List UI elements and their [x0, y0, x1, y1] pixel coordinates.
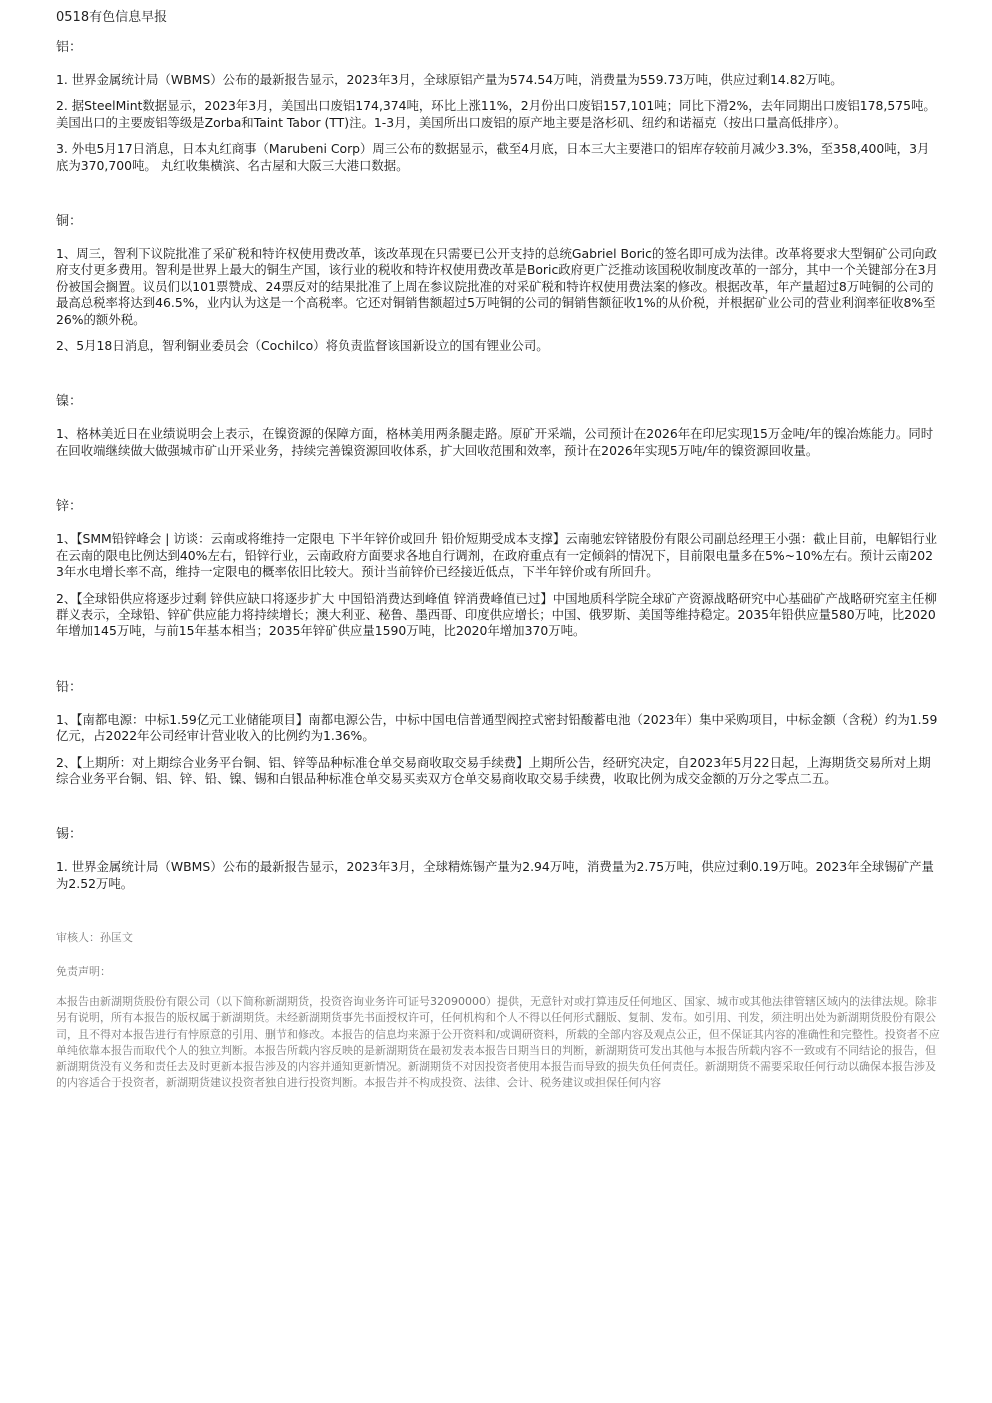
- news-paragraph: 2. 据SteelMint数据显示，2023年3月，美国出口废铝174,374吨，环比上涨11%，2月份出口废铝157,101吨；同比下滑2%，去年同期出口废铝178,575吨。美国出口的主要废铝等级是Zorba和Taint Tabor (TT)注。1-3月，美国所出口废铝的原产地主要是洛杉矶、纽约和诺福克（按出口量高低排序）。: [56, 98, 936, 130]
- news-paragraph: 1. 世界金属统计局（WBMS）公布的最新报告显示，2023年3月，全球原铝产量为574.54万吨，消费量为559.73万吨，供应过剩14.82万吨。: [56, 72, 843, 87]
- news-paragraph: 1、周三，智利下议院批准了采矿税和特许权使用费改革，该改革现在只需要已公开支持的总统Gabriel Boric的签名即可成为法律。改革将要求大型铜矿公司向政府支付更多费用。智利是世界上最大的铜生产国，该行业的税收和特许权使用费改革是Boric政府更广泛推动该国税收制度改革的一部分，其中一个关键部分在3月份被国会搁置。议员们以101票赞成、24票反对的结果批准了上周在参议院批准的对采矿税和特许权使用费法案的修改。根据改革，年产量超过8万吨铜的公司的最高总税率将达到46.5%，业内认为这是一个高税率。它还对铜销售额超过5万吨铜的公司的铜销售额征收1%的从价税，并根据矿业公司的营业利润率征收8%至26%的额外税。: [56, 246, 938, 327]
- news-paragraph: 1. 世界金属统计局（WBMS）公布的最新报告显示，2023年3月，全球精炼锡产量为2.94万吨，消费量为2.75万吨，供应过剩0.19万吨。2023年全球锡矿产量为2.52万吨。: [56, 859, 934, 891]
- section-lead: [56, 678, 940, 788]
- section-zinc: [56, 497, 940, 639]
- news-paragraph: 3. 外电5月17日消息，日本丸红商事（Marubeni Corp）周三公布的数据显示，截至4月底，日本三大主要港口的铝库存较前月减少3.3%，至358,400吨，3月底为370,700吨。 丸红收集横滨、名古屋和大阪三大港口数据。: [56, 141, 930, 173]
- news-paragraph: 1、【SMM铅锌峰会 | 访谈：云南或将维持一定限电 下半年锌价或回升 铅价短期受成本支撑】云南驰宏锌锗股份有限公司副总经理王小强：截止目前，电解铝行业在云南的限电比例达到40%左右，铅锌行业，云南政府方面要求各地自行调剂，在政府重点有一定倾斜的情况下，目前限电量多在5%~10%左右。预计云南2023年水电增长率不高，维持一定限电的概率依旧比较大。预计当前锌价已经接近低点，下半年锌价或有所回升。: [56, 531, 938, 580]
- report-body: [56, 38, 940, 1091]
- news-paragraph: 2、【全球铅供应将逐步过剩 锌供应缺口将逐步扩大 中国铅消费达到峰值 锌消费峰值已过】中国地质科学院全球矿产资源战略研究中心基础矿产战略研究室主任柳群义表示，全球铅、锌矿供应能力将持续增长；澳大利亚、秘鲁、墨西哥、印度供应增长；中国、俄罗斯、美国等维持稳定。2035年铅供应量580万吨，比2020年增加145万吨，与前15年基本相当；2035年锌矿供应量1590万吨，比2020年增加370万吨。: [56, 590, 937, 639]
- section-heading: 锡：: [56, 827, 83, 843]
- section-copper: [56, 212, 940, 354]
- section-heading: 锌：: [56, 499, 83, 515]
- news-paragraph: 2、【上期所：对上期综合业务平台铜、铝、锌等品种标准仓单交易商收取交易手续费】上期所公告，经研究决定，自2023年5月22日起，上海期货交易所对上期综合业务平台铜、铝、锌、铅、镍、锡和白银品种标准仓单交易买卖双方仓单交易商收取交易手续费，收取比例为成交金额的万分之零点二五。: [56, 754, 931, 786]
- section-tin: [56, 825, 940, 892]
- disclaimer-text: 本报告由新湖期货股份有限公司（以下简称新湖期货，投资咨询业务许可证号32090000）提供，无意针对或打算违反任何地区、国家、城市或其他法律管辖区域内的法律法规。除非另有说明，所有本报告的版权属于新湖期货。未经新湖期货事先书面授权许可，任何机构和个人不得以任何形式翻版、复制、发布。如引用、刊发，须注明出处为新湖期货股份有限公司，且不得对本报告进行有悖原意的引用、删节和修改。本报告的信息均来源于公开资料和/或调研资料，所载的全部内容及观点公正，但不保证其内容的准确性和完整性。投资者不应单纯依靠本报告而取代个人的独立判断。本报告所载内容反映的是新湖期货在最初发表本报告日期当日的判断，新湖期货可发出其他与本报告所载内容不一致或有不同结论的报告，但新湖期货没有义务和责任去及时更新本报告涉及的内容并通知更新情况。新湖期货不对因投资者使用本报告而导致的损失负任何责任。新湖期货不需要采取任何行动以确保本报告涉及的内容适合于投资者，新湖期货建议投资者独自进行投资判断。本报告并不构成投资、法律、会计、税务建议或担保任何内容: [56, 995, 940, 1090]
- section-nickel: [56, 392, 940, 459]
- section-heading: 铜：: [56, 214, 83, 230]
- section-heading: 镍：: [56, 394, 83, 410]
- disclaimer-label: 免责声明：: [56, 965, 111, 979]
- section-heading: 铝：: [56, 40, 83, 55]
- report-footer: [56, 930, 940, 1091]
- document-title: 0518有色信息早报: [56, 10, 168, 25]
- news-paragraph: 1、【南都电源：中标1.59亿元工业储能项目】南都电源公告，中标中国电信普通型阀控式密封铅酸蓄电池（2023年）集中采购项目，中标金额（含税）约为1.59亿元，占2022年公司经审计营业收入的比例约为1.36%。: [56, 711, 938, 744]
- reviewer-line: 审核人：孙匡文: [56, 931, 133, 945]
- section-aluminum: [56, 38, 940, 174]
- section-heading: 铅：: [56, 679, 83, 695]
- news-paragraph: 2、5月18日消息，智利铜业委员会（Cochilco）将负责监督该国新设立的国有锂业公司。: [56, 338, 549, 354]
- news-paragraph: 1、格林美近日在业绩说明会上表示，在镍资源的保障方面，格林美用两条腿走路。原矿开采端，公司预计在2026年在印尼实现15万金吨/年的镍冶炼能力。同时在回收端继续做大做强城市矿山开采业务，持续完善镍资源回收体系，扩大回收范围和效率，预计在2026年实现5万吨/年的镍资源回收量。: [56, 426, 934, 458]
